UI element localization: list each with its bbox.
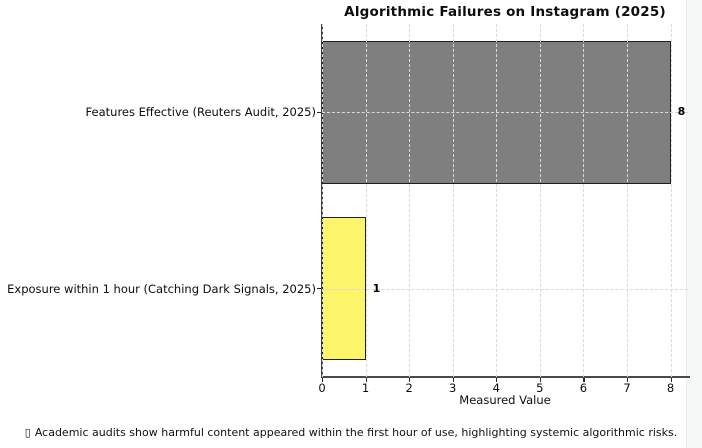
figure-right-edge <box>686 0 702 448</box>
grid-line-vertical <box>322 24 323 377</box>
grid-line-vertical <box>496 24 497 377</box>
grid-line-vertical <box>409 24 410 377</box>
grid-line-vertical <box>671 24 672 377</box>
chart-title: Algorithmic Failures on Instagram (2025) <box>344 4 666 20</box>
chart-caption <box>0 426 702 439</box>
caption-text: Academic audits show harmful content appeared within the first hour of use, highlighting systemic algorithmic risks. <box>34 426 678 439</box>
bar-value-label: 8 <box>677 105 686 119</box>
x-axis-label: Measured Value <box>459 393 551 407</box>
grid-line-horizontal <box>322 112 688 113</box>
x-tick-label: 0 <box>318 381 326 395</box>
x-tick-label: 3 <box>449 381 457 395</box>
bar-value-label: 1 <box>372 281 381 295</box>
x-tick-label: 7 <box>623 381 631 395</box>
grid-line-vertical <box>366 24 367 377</box>
x-tick-label: 2 <box>405 381 413 395</box>
x-tick-label: 5 <box>536 381 544 395</box>
category-label: Features Effective (Reuters Audit, 2025) <box>85 105 316 120</box>
grid-line-vertical <box>540 24 541 377</box>
x-tick-label: 1 <box>361 381 370 395</box>
grid-line-vertical <box>453 24 454 377</box>
x-tick-label: 8 <box>666 381 675 395</box>
x-axis-spine <box>321 376 690 378</box>
y-tick-mark <box>317 288 321 289</box>
category-label: Exposure within 1 hour (Catching Dark Signals, 2025) <box>7 281 316 296</box>
grid-line-vertical <box>627 24 628 377</box>
grid-line-vertical <box>583 24 584 377</box>
x-tick-label: 6 <box>579 381 588 395</box>
missing-glyph-icon: ▯ <box>24 426 31 439</box>
y-tick-mark <box>317 112 321 113</box>
x-tick-label: 4 <box>492 381 500 395</box>
